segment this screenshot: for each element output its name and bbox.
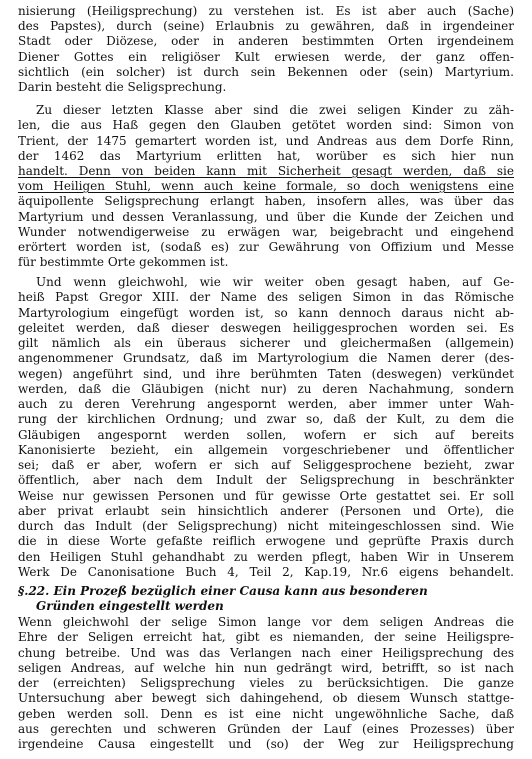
text-line: nisierung (Heiligsprechung) zu verstehen ist. Es ist aber auch (Sache) bbox=[18, 4, 514, 18]
text-line: äquipollente Seligsprechung erlangt haben, insofern alles, was über das bbox=[18, 194, 514, 208]
text-line: Und wenn gleichwohl, wie wir weiter oben gesagt haben, auf Ge- bbox=[36, 275, 514, 289]
text-line: werden, daß die Gläubigen (nicht nur) zu deren Nachahmung, sondern bbox=[18, 382, 514, 396]
text-line: irgendeine Causa eingestellt und (so) der Weg zur Heiligsprechung bbox=[18, 737, 514, 751]
text-line: chung betreibe. Und was das Verlangen nach einer Heiligsprechung des bbox=[18, 646, 514, 660]
text-line: seligen Andreas, auf welche hin nun gedrängt wird, betrifft, so ist nach bbox=[18, 661, 514, 675]
text-line-underlined: vom Heiligen Stuhl, wenn auch keine formale, so doch wenigstens eine bbox=[18, 179, 514, 193]
text-line: Zu dieser letzten Klasse aber sind die zwei seligen Kinder zu zäh- bbox=[36, 103, 514, 117]
text-line-underlined: handelt. Denn von beiden kann mit Sicherheit gesagt werden, daß sie bbox=[18, 164, 514, 178]
text-line: heiß Papst Gregor XIII. der Name des seligen Simon in das Römische bbox=[18, 290, 514, 304]
text-line: Wenn gleichwohl der selige Simon lange vor dem seligen Andreas die bbox=[18, 615, 514, 629]
text-line: erörtert worden ist, (sodaß es) zur Gewährung von Offizium und Messe bbox=[18, 240, 514, 254]
text-line: sichtlich (ein solcher) ist durch sein Bekennen oder (sein) Martyrium. bbox=[18, 65, 514, 79]
text-line: der 1462 das Martyrium erlitten hat, worüber es sich hier nun bbox=[18, 149, 514, 163]
section-heading: §.22. Ein Prozeß bezüglich einer Causa kann aus besonderen bbox=[18, 584, 428, 598]
text-line: geleitet werden, daß dieser deswegen heiliggesprochen worden sei. Es bbox=[18, 321, 514, 335]
text-line: aus gerechten und schweren Gründen der Lauf (eines Prozesses) über bbox=[18, 722, 514, 736]
text-line: Darin besteht die Seligsprechung. bbox=[18, 80, 227, 94]
text-line: aber privat erlaubt sein hinsichtlich anderer (Personen und Orte), die bbox=[18, 504, 514, 518]
text-line: gilt nämlich als ein überaus sicherer und gleichermaßen (allgemein) bbox=[18, 336, 514, 350]
text-line: Kanonisierte bezieht, ein allgemein vorgeschriebener und öffentlicher bbox=[18, 443, 514, 457]
text-line: Martyrium und dessen Veranlassung, und über die Kunde der Zeichen und bbox=[18, 210, 514, 224]
text-line: öffentlich, aber nach dem Indult der Seligsprechung in beschränkter bbox=[18, 473, 514, 487]
text-line: Diener Gottes ein religiöser Kult erwiesen werde, der ganz offen- bbox=[18, 50, 514, 64]
text-line: geben werden soll. Denn es ist eine nicht ungewöhnliche Sache, daß bbox=[18, 707, 514, 721]
text-line: Untersuchung aber bewegt sich dahingehend, ob diesem Wunsch stattge- bbox=[18, 691, 514, 705]
text-line: Martyrologium eingefügt worden ist, so kann dennoch daraus nicht ab- bbox=[18, 306, 514, 320]
text-line: Trient, der 1475 gemartert worden ist, und Andreas aus dem Dorfe Rinn, bbox=[18, 134, 514, 148]
text-line: len, die aus Haß gegen den Glauben getötet worden sind: Simon von bbox=[18, 118, 514, 132]
text-line: rung der kirchlichen Ordnung; und zwar so, daß der Kult, zu dem die bbox=[18, 412, 514, 426]
text-line: die in diese Worte gefaßte reiflich erwogene und geprüfte Praxis durch bbox=[18, 534, 514, 548]
text-line: Weise nur gewissen Personen und für gewisse Orte gestattet sei. Er soll bbox=[18, 489, 514, 503]
text-line: Stadt oder Diözese, oder in anderen bestimmten Orten irgendeinem bbox=[18, 34, 514, 48]
text-line: Werk De Canonisatione Buch 4, Teil 2, Kap.19, Nr.6 eigens behandelt. bbox=[18, 565, 514, 579]
text-line: wegen) angeführt sind, und ihre berühmten Taten (deswegen) verkündet bbox=[18, 367, 514, 381]
text-line: für bestimmte Orte gekommen ist. bbox=[18, 255, 229, 269]
text-line: der (erreichten) Seligsprechung vieles zu berücksichtigen. Die ganze bbox=[18, 676, 514, 690]
text-line: auch zu deren Verehrung angespornt werden, aber immer unter Wah- bbox=[18, 397, 514, 411]
text-line: Gläubigen angespornt werden sollen, wofern er sich auf bereits bbox=[18, 428, 514, 442]
text-line: des Papstes), durch (seine) Erlaubnis zu gewähren, daß in irgendeiner bbox=[18, 19, 514, 33]
text-line: Ehre der Seligen erreicht hat, gibt es niemanden, der seine Heiligspre- bbox=[18, 630, 514, 644]
text-line: angenommener Grundsatz, daß im Martyrologium die Namen derer (des- bbox=[18, 351, 514, 365]
text-line: durch das Indult (der Seligsprechung) nicht miteingeschlossen sind. Wie bbox=[18, 519, 514, 533]
text-line: sei; daß er aber, wofern er sich auf Seliggesprochene bezieht, zwar bbox=[18, 458, 514, 472]
text-line: den Heiligen Stuhl gehandhabt zu werden pflegt, haben Wir in Unserem bbox=[18, 550, 514, 564]
section-heading-cont: Gründen eingestellt werden bbox=[36, 599, 224, 613]
text-line: Wunder notwendigerweise zu erwägen war, beigebracht und eingehend bbox=[18, 225, 514, 239]
